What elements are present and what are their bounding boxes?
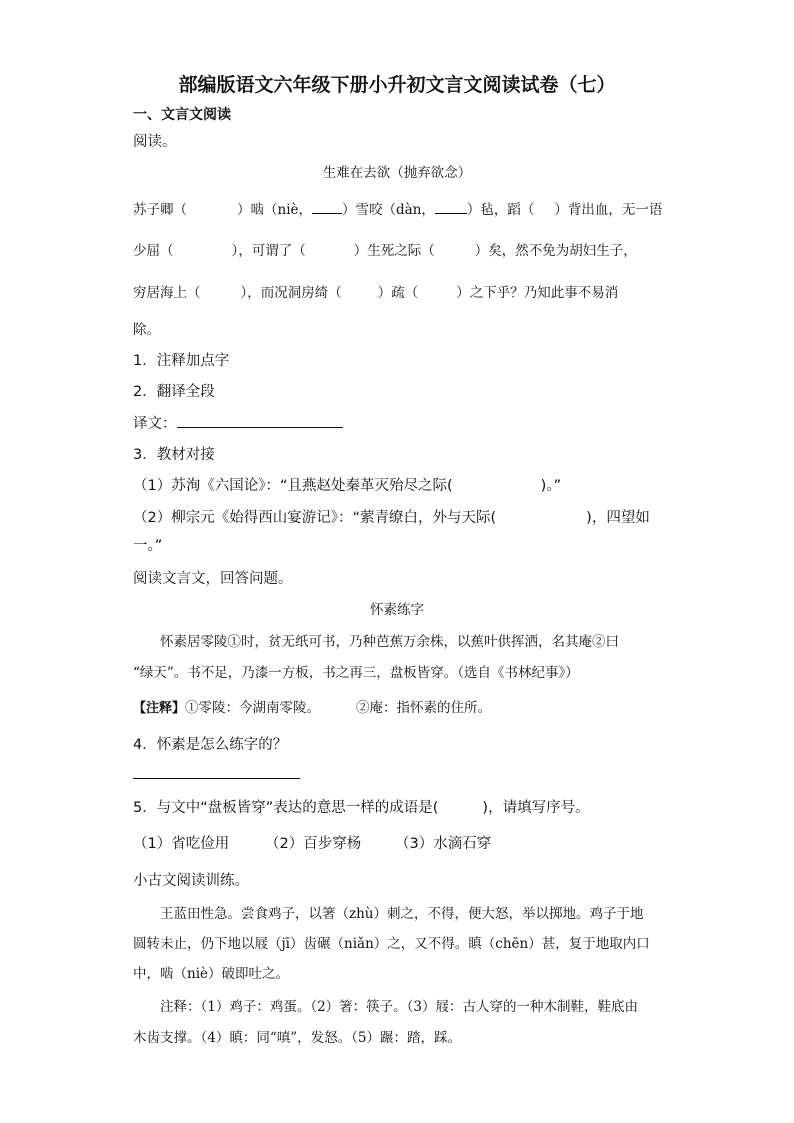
answer-line[interactable]: [177, 415, 343, 428]
annotation: 注释：（1）鸡子：鸡蛋。（2）箸：筷子。（3）屐：古人穿的一种木制鞋，鞋底由: [160, 999, 639, 1015]
passage-line: 除。: [133, 322, 160, 338]
passage-title: 生难在去欲（抛弃欲念）: [322, 165, 472, 181]
section-intro: 小古文阅读训练。: [133, 873, 249, 889]
section-heading: 一、文言文阅读: [133, 107, 231, 123]
passage-line: 怀素居零陵①时，贫无纸可书，乃种芭蕉万余株，以蕉叶供挥洒，名其庵②曰: [160, 634, 619, 650]
translation-answer: 译文：: [133, 412, 343, 433]
passage-line: 圆转未止，仍下地以屐（jī）齿碾（niǎn）之，又不得。瞋（chēn）甚，复于地取内口: [133, 936, 650, 952]
passage-line: “绿天”。书不足，乃漆一方板，书之再三，盘板皆穿。（选自《书林纪事》）: [133, 665, 579, 681]
question-3-2-cont: 一。”: [133, 538, 163, 554]
question-2: 2．翻译全段: [133, 384, 215, 400]
passage-line: 苏子卿（ ）啮（niè， ）雪咬（dàn， ）毡，蹈（ ）背出血，无一语: [133, 202, 663, 218]
annotation: 木齿支撑。（4）瞋：同“嗔”，发怒。（5）蹍：踏，踩。: [133, 1030, 461, 1046]
blank-line[interactable]: [435, 201, 467, 214]
question-3: 3．教材对接: [133, 447, 215, 463]
passage-line: 少屈（ ），可谓了（ ）生死之际（ ）矣，然不免为胡妇生子，: [133, 243, 637, 259]
question-1: 1．注释加点字: [133, 353, 230, 369]
page-title: 部编版语文六年级下册小升初文言文阅读试卷（七）: [178, 74, 616, 96]
annotation: 【注释】①零陵：今湖南零陵。 ②庵：指怀素的住所。: [133, 700, 492, 716]
answer-line[interactable]: [133, 778, 300, 779]
passage-line: 王蓝田性急。尝食鸡子，以箸（zhù）刺之，不得，便大怒，举以掷地。鸡子于地: [160, 906, 644, 922]
question-5: 5．与文中“盘板皆穿”表达的意思一样的成语是( )，请填写序号。: [133, 800, 590, 816]
passage-line: 中，啮（niè）破即吐之。: [133, 966, 290, 982]
blank-line[interactable]: [312, 201, 342, 214]
passage-title: 怀素练字: [370, 602, 424, 618]
option-3: （3）水滴石穿: [395, 836, 492, 852]
option-2: （2）百步穿杨: [265, 836, 362, 852]
section-intro: 阅读文言文，回答问题。: [133, 571, 293, 587]
question-3-1: （1）苏洵《六国论》：“且燕赵处秦革灭殆尽之际( )。”: [133, 478, 562, 494]
passage-line: 穷居海上（ ），而况洞房绮（ ）疏（ ）之下乎？乃知此事不易消: [133, 285, 619, 301]
option-1: （1）省吃俭用: [133, 836, 230, 852]
question-4: 4．怀素是怎么练字的？: [133, 737, 288, 753]
question-3-2: （2）柳宗元《始得西山宴游记》：“萦青缭白，外与天际( )，四望如: [133, 510, 650, 526]
section-intro: 阅读。: [133, 134, 177, 150]
